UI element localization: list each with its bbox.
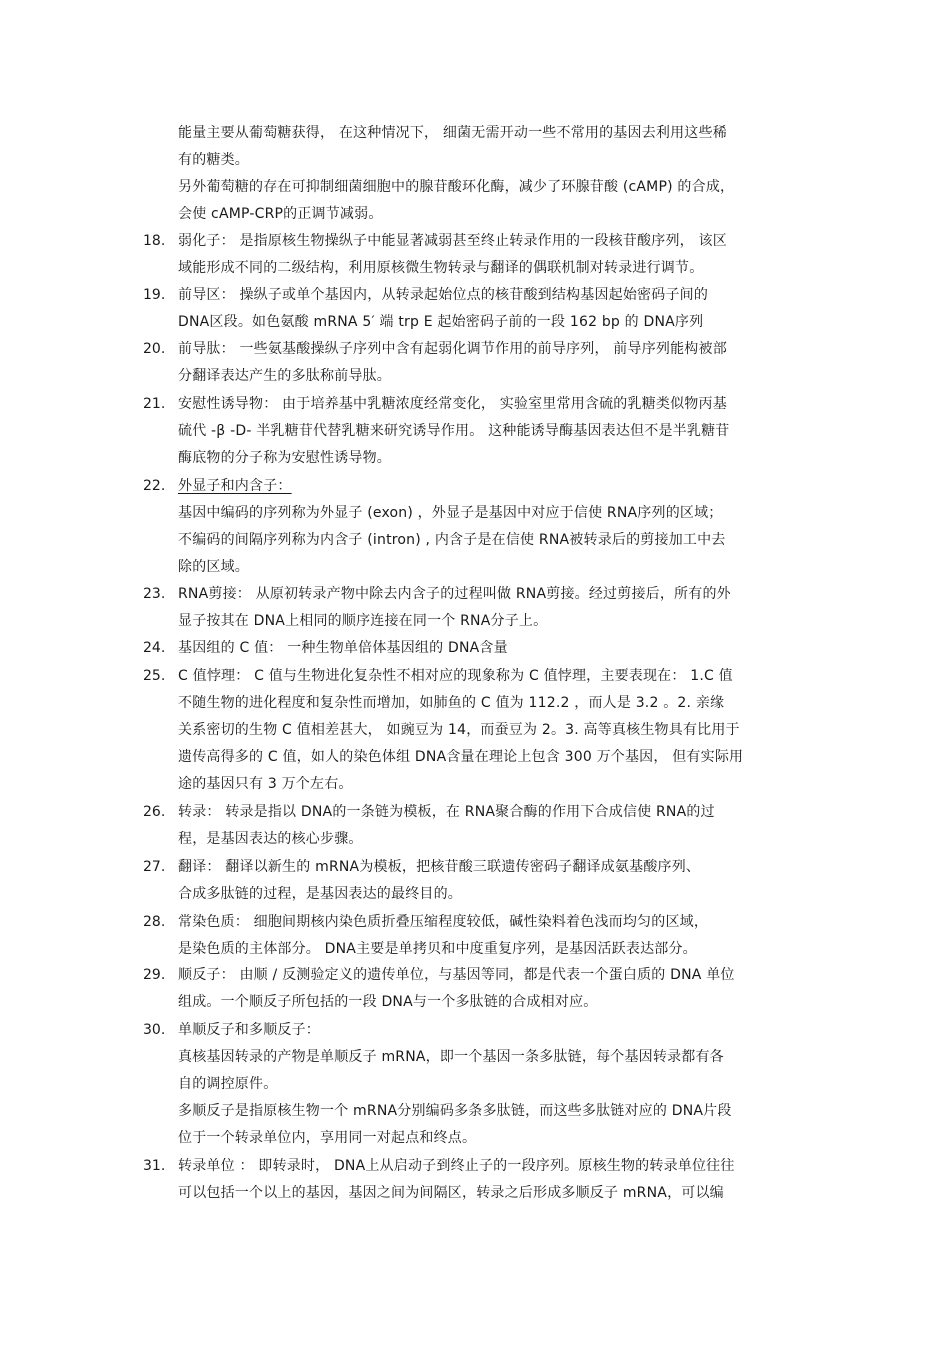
item-line: 多顺反子是指原核生物一个 mRNA分别编码多条多肽链，而这些多肽链对应的 DNA片段	[178, 1103, 732, 1119]
item-line: C 值悖理： C 值与生物进化复杂性不相对应的现象称为 C 值悖理，主要表现在： 1.C 值	[178, 668, 733, 684]
item-line: 显子按其在 DNA上相同的顺序连接在同一个 RNA分子上。	[178, 613, 548, 629]
intro-line: 能量主要从葡萄糖获得， 在这种情况下， 细菌无需开动一些不常用的基因去利用这些稀	[178, 125, 727, 141]
item-line: 除的区域。	[178, 559, 249, 575]
item-line: 前导区： 操纵子或单个基因内，从转录起始位点的核苷酸到结构基因起始密码子间的	[178, 287, 709, 303]
item-line: 单顺反子和多顺反子：	[178, 1022, 320, 1038]
item-line: 安慰性诱导物： 由于培养基中乳糖浓度经常变化， 实验室里常用含硫的乳糖类似物丙基	[178, 396, 727, 412]
item-line: 顺反子： 由顺 / 反测验定义的遗传单位，与基因等同，都是代表一个蛋白质的 DNA 单位	[178, 967, 735, 983]
item-line: 自的调控原件。	[178, 1076, 278, 1092]
item-number: 18.	[143, 233, 166, 249]
item-number: 29.	[143, 967, 166, 983]
item-line: 合成多肽链的过程，是基因表达的最终目的。	[178, 886, 462, 902]
item-line: 位于一个转录单位内，享用同一对起点和终点。	[178, 1130, 477, 1146]
item-number: 19.	[143, 287, 166, 303]
item-line: DNA区段。如色氨酸 mRNA 5′ 端 trp E 起始密码子前的一段 162 bp 的 DNA序列	[178, 314, 704, 330]
item-number: 21.	[143, 396, 166, 412]
item-number: 26.	[143, 804, 166, 820]
intro-line: 另外葡萄糖的存在可抑制细菌细胞中的腺苷酸环化酶，减少了环腺苷酸 (cAMP) 的合成，	[178, 179, 735, 195]
item-line: 途的基因只有 3 万个左右。	[178, 776, 353, 792]
item-line: 遗传高得多的 C 值，如人的染色体组 DNA含量在理论上包含 300 万个基因， 但有实际用	[178, 749, 744, 765]
item-line: 酶底物的分子称为安慰性诱导物。	[178, 450, 391, 466]
item-number: 20.	[143, 341, 166, 357]
item-number: 22.	[143, 478, 166, 494]
intro-line: 会使 cAMP-CRP的正调节减弱。	[178, 206, 383, 222]
item-line: 转录单位 ： 即转录时， DNA上从启动子到终止子的一段序列。原核生物的转录单位往往	[178, 1158, 735, 1174]
item-line: 组成。一个顺反子所包括的一段 DNA与一个多肽链的合成相对应。	[178, 994, 598, 1010]
item-line: 前导肽： 一些氨基酸操纵子序列中含有起弱化调节作用的前导序列， 前导序列能构被部	[178, 341, 727, 357]
item-line: 是染色质的主体部分。 DNA主要是单拷贝和中度重复序列，是基因活跃表达部分。	[178, 941, 697, 957]
item-line: 真核基因转录的产物是单顺反子 mRNA，即一个基因一条多肽链，每个基因转录都有各	[178, 1049, 724, 1065]
item-number: 23.	[143, 586, 166, 602]
item-line: 程，是基因表达的核心步骤。	[178, 831, 363, 847]
item-line: 关系密切的生物 C 值相差甚大， 如豌豆为 14，而蚕豆为 2。3. 高等真核生物具有比用于	[178, 722, 740, 738]
item-line: 不随生物的进化程度和复杂性而增加，如肺鱼的 C 值为 112.2 ，而人是 3.2 。2. 亲缘	[178, 695, 725, 711]
item-line: 常染色质： 细胞间期核内染色质折叠压缩程度较低，碱性染料着色浅而均匀的区域，	[178, 914, 709, 930]
item-line: RNA剪接： 从原初转录产物中除去内含子的过程叫做 RNA剪接。经过剪接后，所有的外	[178, 586, 731, 602]
item-line: 翻译： 翻译以新生的 mRNA为模板，把核苷酸三联遗传密码子翻译成氨基酸序列、	[178, 859, 701, 875]
item-line: 不编码的间隔序列称为内含子 (intron) , 内含子是在信使 RNA被转录后的剪接加工中去	[178, 532, 726, 548]
item-number: 24.	[143, 640, 166, 656]
item-line: 外显子和内含子：	[178, 478, 292, 494]
item-line: 硫代 -β -D- 半乳糖苷代替乳糖来研究诱导作用。 这种能诱导酶基因表达但不是半乳糖苷	[178, 423, 730, 439]
item-line: 转录： 转录是指以 DNA的一条链为模板，在 RNA聚合酶的作用下合成信使 RNA的过	[178, 804, 715, 820]
item-number: 28.	[143, 914, 166, 930]
item-line: 弱化子： 是指原核生物操纵子中能显著减弱甚至终止转录作用的一段核苷酸序列， 该区	[178, 233, 727, 249]
intro-line: 有的糖类。	[178, 152, 249, 168]
item-number: 25.	[143, 668, 166, 684]
item-line: 基因组的 C 值： 一种生物单倍体基因组的 DNA含量	[178, 640, 508, 656]
item-number: 31.	[143, 1158, 166, 1174]
item-line: 基因中编码的序列称为外显子 (exon) ，外显子是基因中对应于信使 RNA序列的区域；	[178, 505, 723, 521]
item-number: 30.	[143, 1022, 166, 1038]
item-line: 可以包括一个以上的基因，基因之间为间隔区，转录之后形成多顺反子 mRNA，可以编	[178, 1185, 724, 1201]
item-line: 域能形成不同的二级结构，利用原核微生物转录与翻译的偶联机制对转录进行调节。	[178, 260, 704, 276]
item-line: 分翻译表达产生的多肽称前导肽。	[178, 368, 391, 384]
item-number: 27.	[143, 859, 166, 875]
